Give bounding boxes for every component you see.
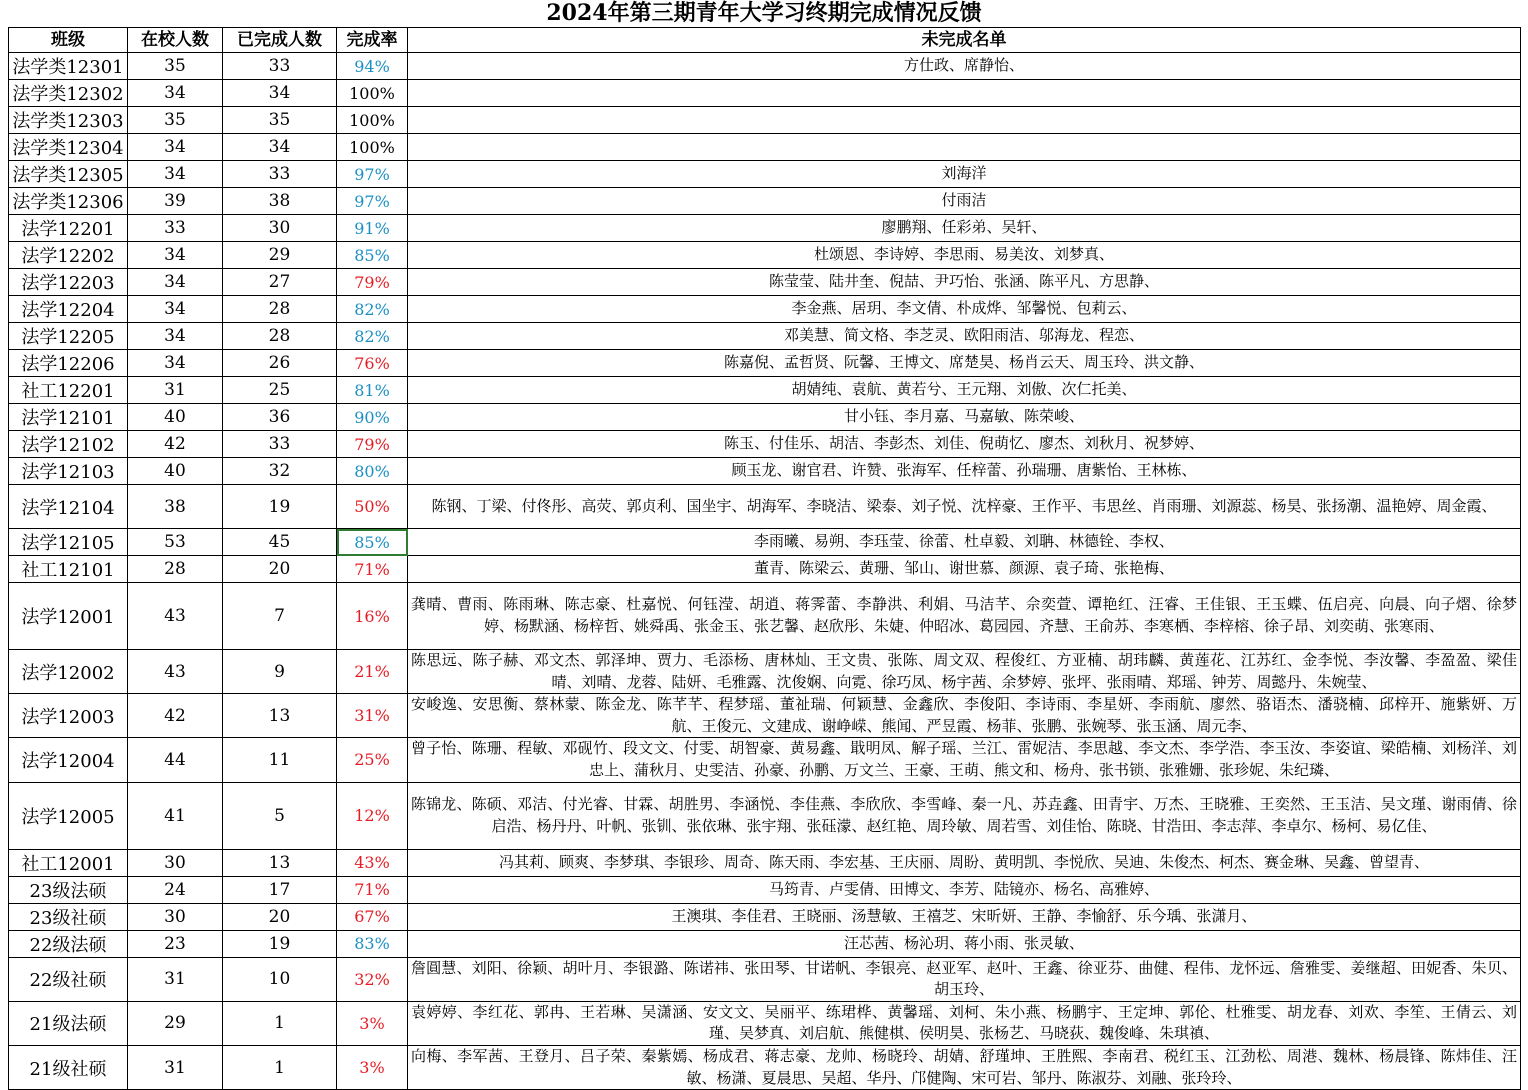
completed-cell[interactable]: 29 — [223, 242, 337, 269]
class-cell[interactable]: 法学12101 — [9, 404, 128, 431]
incomplete-names-cell[interactable]: 董青、陈梁云、黄珊、邹山、谢世慕、颜源、袁子琦、张艳梅、 — [408, 556, 1521, 583]
completed-cell[interactable]: 17 — [223, 876, 337, 903]
table-row — [9, 1045, 1521, 1089]
incomplete-names-cell[interactable]: 付雨洁 — [408, 188, 1521, 215]
class-cell[interactable]: 21级社硕 — [9, 1045, 128, 1089]
completed-cell[interactable]: 25 — [223, 377, 337, 404]
rate-cell[interactable]: 16% — [337, 583, 408, 650]
rate-cell[interactable]: 21% — [337, 650, 408, 694]
class-cell[interactable]: 法学12004 — [9, 738, 128, 782]
completed-cell[interactable]: 7 — [223, 583, 337, 650]
class-cell[interactable]: 社工12201 — [9, 377, 128, 404]
completed-cell[interactable]: 33 — [223, 161, 337, 188]
class-cell[interactable]: 法学12002 — [9, 650, 128, 694]
incomplete-names-cell[interactable]: 冯其莉、顾爽、李梦琪、李银珍、周奇、陈天雨、李宏基、王庆丽、周盼、黄明凯、李悦欣、吴迪、朱俊杰、柯杰、赛金琳、吴鑫、曾望青、 — [408, 849, 1521, 876]
enrolled-cell[interactable]: 31 — [128, 377, 223, 404]
completed-cell[interactable]: 38 — [223, 188, 337, 215]
table-row — [9, 404, 1521, 431]
class-cell[interactable]: 法学12201 — [9, 215, 128, 242]
rate-cell[interactable]: 85% — [337, 529, 408, 556]
rate-cell[interactable]: 3% — [337, 1045, 408, 1089]
class-cell[interactable]: 法学类12303 — [9, 107, 128, 134]
completed-cell[interactable]: 13 — [223, 849, 337, 876]
completed-cell[interactable]: 26 — [223, 350, 337, 377]
class-cell[interactable]: 法学类12302 — [9, 80, 128, 107]
rate-cell[interactable]: 79% — [337, 269, 408, 296]
enrolled-cell[interactable]: 33 — [128, 215, 223, 242]
sheet-edge — [1521, 0, 1528, 1070]
table-row — [9, 876, 1521, 903]
rate-cell[interactable]: 82% — [337, 296, 408, 323]
enrolled-cell[interactable]: 42 — [128, 694, 223, 738]
enrolled-cell[interactable]: 40 — [128, 458, 223, 485]
class-cell[interactable]: 法学类12305 — [9, 161, 128, 188]
table-row — [9, 849, 1521, 876]
table-row — [9, 529, 1521, 556]
completed-cell[interactable]: 33 — [223, 431, 337, 458]
header-rate[interactable]: 完成率 — [337, 28, 408, 53]
rate-cell[interactable]: 100% — [337, 134, 408, 161]
incomplete-names-cell[interactable]: 廖鹏翔、任彩弟、吴轩、 — [408, 215, 1521, 242]
completed-cell[interactable]: 20 — [223, 903, 337, 930]
class-cell[interactable]: 法学类12304 — [9, 134, 128, 161]
rate-cell[interactable]: 81% — [337, 377, 408, 404]
table-row — [9, 556, 1521, 583]
table-row — [9, 485, 1521, 529]
completed-cell[interactable]: 28 — [223, 296, 337, 323]
table-row — [9, 296, 1521, 323]
completed-cell[interactable]: 34 — [223, 80, 337, 107]
incomplete-names-cell[interactable]: 詹圓慧、刘阳、徐颖、胡叶月、李银潞、陈诺祎、张田琴、甘诺帆、李银亮、赵亚军、赵叶、王鑫、徐亚芬、曲健、程伟、龙怀远、詹雅雯、姜继超、田妮香、朱贝、胡玉玲、 — [408, 957, 1521, 1001]
table-body — [9, 53, 1521, 1090]
table-row — [9, 80, 1521, 107]
enrolled-cell[interactable]: 43 — [128, 583, 223, 650]
class-cell[interactable]: 法学类12301 — [9, 53, 128, 80]
table-row — [9, 269, 1521, 296]
incomplete-names-cell[interactable]: 曾子怡、陈珊、程敏、邓砚竹、段文文、付雯、胡智豪、黄易鑫、戢明凤、解子瑶、兰江、雷妮洁、李思越、李文杰、李学浩、李玉汝、李姿谊、梁皓楠、刘杨洋、刘忠上、蒲秋月、史雯洁、孙豪、孙鹏、万文兰、王豪、王萌、熊文和、杨舟、张书锁、张雅姗、张珍妮、朱纪璘、 — [408, 738, 1521, 782]
enrolled-cell[interactable]: 43 — [128, 650, 223, 694]
rate-cell[interactable]: 97% — [337, 188, 408, 215]
enrolled-cell[interactable]: 41 — [128, 782, 223, 849]
table-row — [9, 215, 1521, 242]
enrolled-cell[interactable]: 34 — [128, 80, 223, 107]
completion-table — [8, 27, 1521, 1090]
rate-cell[interactable]: 76% — [337, 350, 408, 377]
completed-cell[interactable]: 13 — [223, 694, 337, 738]
table-row — [9, 350, 1521, 377]
rate-cell[interactable]: 83% — [337, 930, 408, 957]
rate-cell[interactable]: 71% — [337, 876, 408, 903]
incomplete-names-cell[interactable]: 甘小钰、李月嘉、马嘉敏、陈荣峻、 — [408, 404, 1521, 431]
enrolled-cell[interactable]: 30 — [128, 903, 223, 930]
incomplete-names-cell[interactable]: 杜颂恩、李诗婷、李思雨、易美汝、刘梦真、 — [408, 242, 1521, 269]
class-cell[interactable]: 法学类12306 — [9, 188, 128, 215]
enrolled-cell[interactable]: 35 — [128, 53, 223, 80]
enrolled-cell[interactable]: 53 — [128, 529, 223, 556]
incomplete-names-cell[interactable]: 马筠青、卢雯倩、田博文、李芳、陆镜亦、杨名、高雅婷、 — [408, 876, 1521, 903]
rate-cell[interactable]: 80% — [337, 458, 408, 485]
enrolled-cell[interactable]: 28 — [128, 556, 223, 583]
incomplete-names-cell[interactable] — [408, 134, 1521, 161]
enrolled-cell[interactable]: 34 — [128, 323, 223, 350]
class-cell[interactable]: 法学12103 — [9, 458, 128, 485]
table-row — [9, 650, 1521, 694]
table-row — [9, 782, 1521, 849]
rate-cell[interactable]: 79% — [337, 431, 408, 458]
rate-cell[interactable]: 67% — [337, 903, 408, 930]
class-cell[interactable]: 22级社硕 — [9, 957, 128, 1001]
rate-cell[interactable]: 43% — [337, 849, 408, 876]
incomplete-names-cell[interactable]: 向梅、李军茜、王登月、吕子荣、秦紫嫣、杨成君、蒋志豪、龙帅、杨晓玲、胡婧、舒瑾坤、王胜熙、李南君、税红玉、江劲松、周港、魏林、杨晨锋、陈炜佳、汪敏、杨潇、夏晨思、吴超、华丹、邝健陶、宋可岩、邹丹、陈淑芬、刘融、张玲玲、 — [408, 1045, 1521, 1089]
enrolled-cell[interactable]: 24 — [128, 876, 223, 903]
completed-cell[interactable]: 20 — [223, 556, 337, 583]
table-row — [9, 903, 1521, 930]
table-row — [9, 694, 1521, 738]
class-cell[interactable]: 法学12202 — [9, 242, 128, 269]
completed-cell[interactable]: 1 — [223, 1045, 337, 1089]
incomplete-names-cell[interactable]: 陈玉、付佳乐、胡洁、李彭杰、刘佳、倪萌忆、廖杰、刘秋月、祝梦婷、 — [408, 431, 1521, 458]
enrolled-cell[interactable]: 34 — [128, 242, 223, 269]
enrolled-cell[interactable]: 29 — [128, 1001, 223, 1045]
completed-cell[interactable]: 32 — [223, 458, 337, 485]
rate-cell[interactable]: 82% — [337, 323, 408, 350]
class-cell[interactable]: 法学12003 — [9, 694, 128, 738]
incomplete-names-cell[interactable]: 李雨曦、易朔、李珏莹、徐蕾、杜卓毅、刘聃、林德铨、李权、 — [408, 529, 1521, 556]
table-row — [9, 242, 1521, 269]
incomplete-names-cell[interactable]: 李金燕、居玥、李文倩、朴成烨、邹馨悦、包莉云、 — [408, 296, 1521, 323]
completed-cell[interactable]: 30 — [223, 215, 337, 242]
enrolled-cell[interactable]: 23 — [128, 930, 223, 957]
class-cell[interactable]: 21级法硕 — [9, 1001, 128, 1045]
enrolled-cell[interactable]: 35 — [128, 107, 223, 134]
incomplete-names-cell[interactable]: 顾玉龙、谢官君、许赞、张海军、任梓蕾、孙瑞珊、唐紫怡、王林栋、 — [408, 458, 1521, 485]
completed-cell[interactable]: 27 — [223, 269, 337, 296]
table-row — [9, 458, 1521, 485]
rate-cell[interactable]: 71% — [337, 556, 408, 583]
incomplete-names-cell[interactable]: 陈嘉倪、孟哲贤、阮馨、王博文、席楚昊、杨肖云天、周玉玲、洪文静、 — [408, 350, 1521, 377]
table-row — [9, 188, 1521, 215]
completed-cell[interactable]: 1 — [223, 1001, 337, 1045]
enrolled-cell[interactable]: 34 — [128, 269, 223, 296]
class-cell[interactable]: 法学12102 — [9, 431, 128, 458]
incomplete-names-cell[interactable]: 安峻逸、安思衡、蔡林蒙、陈金龙、陈芊芊、程梦瑶、董祉瑞、何颖慧、金鑫欣、李俊阳、李诗雨、李星妍、李雨航、廖然、骆语杰、潘骁楠、邱梓开、施紫妍、万航、王俊元、文建成、谢峥嵘、熊闻、严昱霞、杨菲、张鹏、张婉琴、张玉涵、周元李、 — [408, 694, 1521, 738]
completed-cell[interactable]: 35 — [223, 107, 337, 134]
table-row — [9, 738, 1521, 782]
enrolled-cell[interactable]: 34 — [128, 350, 223, 377]
completed-cell[interactable]: 19 — [223, 930, 337, 957]
class-cell[interactable]: 法学12105 — [9, 529, 128, 556]
header-completed[interactable]: 已完成人数 — [223, 28, 337, 53]
header-row — [9, 28, 1521, 53]
completed-cell[interactable]: 33 — [223, 53, 337, 80]
header-class[interactable]: 班级 — [9, 28, 128, 53]
rate-cell[interactable]: 50% — [337, 485, 408, 529]
class-cell[interactable]: 社工12101 — [9, 556, 128, 583]
enrolled-cell[interactable]: 34 — [128, 296, 223, 323]
completed-cell[interactable]: 9 — [223, 650, 337, 694]
enrolled-cell[interactable]: 34 — [128, 134, 223, 161]
class-cell[interactable]: 法学12005 — [9, 782, 128, 849]
incomplete-names-cell[interactable]: 邓美慧、简文格、李芝灵、欧阳雨洁、邬海龙、程恋、 — [408, 323, 1521, 350]
rate-cell[interactable]: 12% — [337, 782, 408, 849]
rate-cell[interactable]: 97% — [337, 161, 408, 188]
rate-cell[interactable]: 94% — [337, 53, 408, 80]
class-cell[interactable]: 法学12206 — [9, 350, 128, 377]
enrolled-cell[interactable]: 30 — [128, 849, 223, 876]
table-row — [9, 377, 1521, 404]
header-incomplete-list[interactable]: 未完成名单 — [408, 28, 1521, 53]
class-cell[interactable]: 法学12205 — [9, 323, 128, 350]
rate-cell[interactable]: 85% — [337, 242, 408, 269]
class-cell[interactable]: 22级法硕 — [9, 930, 128, 957]
enrolled-cell[interactable]: 40 — [128, 404, 223, 431]
enrolled-cell[interactable]: 39 — [128, 188, 223, 215]
completed-cell[interactable]: 45 — [223, 529, 337, 556]
class-cell[interactable]: 法学12001 — [9, 583, 128, 650]
table-row — [9, 930, 1521, 957]
table-row — [9, 107, 1521, 134]
completed-cell[interactable]: 10 — [223, 957, 337, 1001]
incomplete-names-cell[interactable]: 胡婧纯、袁航、黄若兮、王元翔、刘傲、次仁托美、 — [408, 377, 1521, 404]
table-row — [9, 323, 1521, 350]
header-enrolled[interactable]: 在校人数 — [128, 28, 223, 53]
incomplete-names-cell[interactable]: 刘海洋 — [408, 161, 1521, 188]
rate-cell[interactable]: 90% — [337, 404, 408, 431]
incomplete-names-cell[interactable]: 陈思远、陈子赫、邓文杰、郭泽坤、贾力、毛添杨、唐林灿、王文贵、张陈、周文双、程俊红、方亚楠、胡玮麟、黄莲花、江苏红、金李悦、李汝馨、李盈盈、梁佳晴、刘晴、龙蓉、陆妍、毛雅露、沈俊娴、向霓、徐巧凤、杨宇茜、余梦婷、张坪、张雨晴、郑瑶、钟芳、周懿丹、朱婉莹、 — [408, 650, 1521, 694]
rate-cell[interactable]: 100% — [337, 80, 408, 107]
class-cell[interactable]: 法学12104 — [9, 485, 128, 529]
table-row — [9, 53, 1521, 80]
rate-cell[interactable]: 25% — [337, 738, 408, 782]
enrolled-cell[interactable]: 44 — [128, 738, 223, 782]
completed-cell[interactable]: 11 — [223, 738, 337, 782]
table-row — [9, 134, 1521, 161]
table-row — [9, 957, 1521, 1001]
class-cell[interactable]: 法学12203 — [9, 269, 128, 296]
incomplete-names-cell[interactable]: 陈莹莹、陆井奎、倪喆、尹巧怡、张涵、陈平凡、方思静、 — [408, 269, 1521, 296]
incomplete-names-cell[interactable]: 方仕政、席静怡、 — [408, 53, 1521, 80]
table-row — [9, 583, 1521, 650]
enrolled-cell[interactable]: 31 — [128, 957, 223, 1001]
incomplete-names-cell[interactable] — [408, 107, 1521, 134]
incomplete-names-cell[interactable]: 袁婷婷、李红花、郭冉、王若琳、吴潇涵、安文文、吴丽平、练珺桦、黄馨瑶、刘柯、朱小燕、杨鹏宇、王定坤、郭伦、杜雅雯、胡龙春、刘欢、李笙、王倩云、刘瑾、吴梦真、刘启航、熊健棋、侯明昊、张杨艺、马晓荻、魏俊峰、朱琪禛、 — [408, 1001, 1521, 1045]
completed-cell[interactable]: 19 — [223, 485, 337, 529]
class-cell[interactable]: 23级法硕 — [9, 876, 128, 903]
class-cell[interactable]: 社工12001 — [9, 849, 128, 876]
enrolled-cell[interactable]: 42 — [128, 431, 223, 458]
enrolled-cell[interactable]: 34 — [128, 161, 223, 188]
rate-cell[interactable]: 3% — [337, 1001, 408, 1045]
completed-cell[interactable]: 36 — [223, 404, 337, 431]
rate-cell[interactable]: 31% — [337, 694, 408, 738]
incomplete-names-cell[interactable]: 陈锦龙、陈硕、邓洁、付光睿、甘霖、胡胜男、李涵悦、李佳燕、李欣欣、李雪峰、秦一凡、苏垚鑫、田青宇、万杰、王晓雅、王奕然、王玉洁、吴文瑾、谢雨倩、徐启浩、杨丹丹、叶帆、张钏、张依琳、张宇翔、张砡濛、赵红艳、周玲敏、周若雪、刘佳怡、陈晓、甘浩田、李志萍、李卓尔、杨柯、易亿佳、 — [408, 782, 1521, 849]
table-row — [9, 431, 1521, 458]
completed-cell[interactable]: 28 — [223, 323, 337, 350]
rate-cell[interactable]: 100% — [337, 107, 408, 134]
incomplete-names-cell[interactable]: 王澳琪、李佳君、王晓丽、汤慧敏、王禧芝、宋昕妍、王静、李愉舒、乐今瑀、张潇月、 — [408, 903, 1521, 930]
enrolled-cell[interactable]: 38 — [128, 485, 223, 529]
enrolled-cell[interactable]: 31 — [128, 1045, 223, 1089]
incomplete-names-cell[interactable]: 龚晴、曹雨、陈雨琳、陈志豪、杜嘉悦、何钰滢、胡逍、蒋霁蕾、李静洪、利娟、马洁芊、佘奕萱、谭艳红、汪睿、王佳银、王玉蝶、伍启亮、向晨、向子熠、徐梦婷、杨默涵、杨梓哲、姚舜禹、张金玉、张艺馨、赵欣彤、朱婕、仲昭冰、葛园园、齐慧、王俞苏、李寒栖、李梓榕、徐子昂、刘奕萌、张寒雨、 — [408, 583, 1521, 650]
completed-cell[interactable]: 34 — [223, 134, 337, 161]
incomplete-names-cell[interactable]: 汪芯茜、杨沁玥、蒋小雨、张灵敏、 — [408, 930, 1521, 957]
sheet-title: 2024年第三期青年大学习终期完成情况反馈 — [546, 0, 982, 26]
class-cell[interactable]: 法学12204 — [9, 296, 128, 323]
completed-cell[interactable]: 5 — [223, 782, 337, 849]
table-row — [9, 161, 1521, 188]
class-cell[interactable]: 23级社硕 — [9, 903, 128, 930]
incomplete-names-cell[interactable] — [408, 80, 1521, 107]
rate-cell[interactable]: 91% — [337, 215, 408, 242]
incomplete-names-cell[interactable]: 陈钢、丁梁、付佟彤、高荧、郭贞利、国坐宇、胡海军、李晓洁、梁泰、刘子悦、沈梓豪、王作平、韦思丝、肖雨珊、刘源蕊、杨昊、张扬潮、温艳婷、周金霞、 — [408, 485, 1521, 529]
rate-cell[interactable]: 32% — [337, 957, 408, 1001]
table-row — [9, 1001, 1521, 1045]
